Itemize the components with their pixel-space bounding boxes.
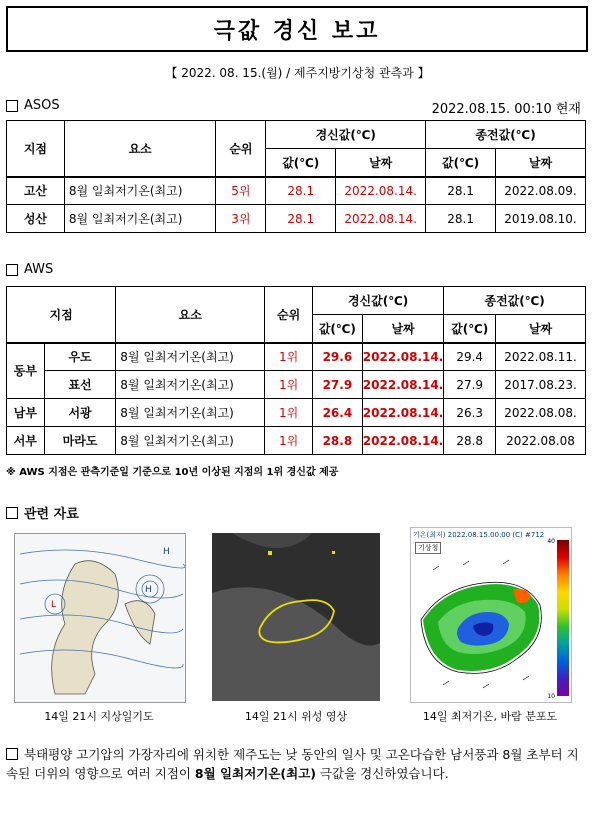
station-cell: 표선 [44, 371, 116, 399]
summary-paragraph [6, 745, 586, 783]
new-date-cell: 2022.08.14. [362, 399, 443, 427]
rank-cell: 5위 [216, 177, 266, 205]
old-date-cell: 2022.08.08. [496, 399, 586, 427]
asos-header-old-date: 날짜 [495, 149, 585, 177]
color-scale-bar [557, 540, 569, 696]
old-value-cell: 27.9 [444, 371, 496, 399]
old-date-cell: 2022.08.09. [495, 177, 585, 205]
new-date-cell: 2022.08.14. [336, 177, 426, 205]
new-value-cell: 28.1 [266, 205, 336, 233]
report-subtitle: 【 2022. 08. 15.(월) / 제주지방기상청 관측과 】 [165, 66, 430, 80]
aws-header-station: 지점 [7, 287, 116, 343]
asos-header-rank: 순위 [216, 121, 266, 177]
report-title: 극값 경신 보고 [6, 6, 588, 52]
aws-header-old-value: 값(℃) [444, 315, 496, 343]
square-bullet-icon [6, 100, 18, 112]
table-row [7, 399, 586, 427]
satellite-image [212, 533, 380, 701]
svg-text:H: H [145, 585, 152, 595]
new-value-cell: 28.1 [266, 177, 336, 205]
old-value-cell: 28.8 [444, 427, 496, 455]
asos-header-element: 요소 [64, 121, 216, 177]
old-value-cell: 26.3 [444, 399, 496, 427]
aws-header-element: 요소 [116, 287, 265, 343]
element-cell: 8월 일최저기온(최고) [64, 177, 216, 205]
station-cell: 서광 [44, 399, 116, 427]
new-date-cell: 2022.08.14. [336, 205, 426, 233]
svg-text:L: L [51, 600, 57, 610]
new-value-cell: 28.8 [312, 427, 362, 455]
asos-header-old: 종전값(℃) [426, 121, 586, 149]
aws-header-new-value: 값(℃) [312, 315, 362, 343]
new-value-cell: 27.9 [312, 371, 362, 399]
table-row [7, 205, 586, 233]
old-value-cell: 29.4 [444, 343, 496, 371]
asos-section-label: ASOS [24, 98, 60, 113]
satellite-image-graphic [212, 533, 380, 701]
new-date-cell: 2022.08.14. [362, 371, 443, 399]
station-cell: 우도 [44, 343, 116, 371]
asos-header-new: 경신값(℃) [266, 121, 426, 149]
surface-weather-map [14, 533, 186, 703]
temperature-map-graphic [413, 550, 553, 700]
region-cell: 서부 [7, 427, 45, 455]
old-date-cell: 2022.08.08 [496, 427, 586, 455]
svg-text:H: H [163, 547, 170, 557]
new-value-cell: 29.6 [312, 343, 362, 371]
aws-header-rank: 순위 [265, 287, 313, 343]
asos-section-header [6, 98, 60, 113]
table-row [7, 343, 586, 371]
related-section-header [6, 503, 79, 522]
table-row [7, 177, 586, 205]
asos-timestamp: 2022.08.15. 00:10 현재 [431, 102, 581, 117]
region-cell: 남부 [7, 399, 45, 427]
station-cell: 성산 [7, 205, 65, 233]
station-cell: 고산 [7, 177, 65, 205]
square-bullet-icon [6, 264, 18, 276]
summary-text-bold: 8월 일최저기온(최고) [194, 766, 316, 781]
asos-header-new-date: 날짜 [336, 149, 426, 177]
summary-text-before: 북태평양 고기압의 가장자리에 위치한 제주도는 낮 동안의 일사 및 고온다습한 남서풍과 8월 초부터 지속된 더위의 영향으로 여러 지점이 [6, 747, 579, 781]
scale-top-label: 40 [547, 538, 555, 545]
asos-header-old-value: 값(℃) [426, 149, 496, 177]
aws-table [6, 286, 586, 455]
element-cell: 8월 일최저기온(최고) [116, 427, 265, 455]
square-bullet-icon [6, 507, 18, 519]
table-row [7, 427, 586, 455]
summary-text-after: 극값을 경신하였습니다. [316, 766, 449, 781]
figure-caption: 14일 21시 위성 영상 [244, 710, 348, 723]
old-date-cell: 2019.08.10. [495, 205, 585, 233]
station-cell: 마라도 [44, 427, 116, 455]
rank-cell: 1위 [265, 399, 313, 427]
figure-caption: 14일 21시 지상일기도 [44, 710, 154, 723]
element-cell: 8월 일최저기온(최고) [116, 371, 265, 399]
map-header: 기온(최저) 2022.08.15.00:00 (C) #712 [413, 531, 545, 539]
min-temperature-map [410, 527, 572, 703]
rank-cell: 1위 [265, 343, 313, 371]
old-value-cell: 28.1 [426, 177, 496, 205]
square-bullet-icon [6, 748, 18, 760]
related-section-label: 관련 자료 [24, 507, 79, 522]
asos-header-station: 지점 [7, 121, 65, 177]
old-date-cell: 2022.08.11. [496, 343, 586, 371]
element-cell: 8월 일최저기온(최고) [116, 343, 265, 371]
new-value-cell: 26.4 [312, 399, 362, 427]
new-date-cell: 2022.08.14. [362, 427, 443, 455]
aws-header-old: 종전값(℃) [444, 287, 586, 315]
new-date-cell: 2022.08.14. [362, 343, 443, 371]
aws-header-new-date: 날짜 [362, 315, 443, 343]
kma-badge: 기상청 [415, 542, 441, 554]
rank-cell: 1위 [265, 371, 313, 399]
old-date-cell: 2017.08.23. [496, 371, 586, 399]
old-value-cell: 28.1 [426, 205, 496, 233]
table-row [7, 371, 586, 399]
asos-table [6, 120, 586, 233]
surface-weather-map-graphic [15, 534, 185, 702]
rank-cell: 3위 [216, 205, 266, 233]
asos-header-new-value: 값(℃) [266, 149, 336, 177]
element-cell: 8월 일최저기온(최고) [64, 205, 216, 233]
element-cell: 8월 일최저기온(최고) [116, 399, 265, 427]
aws-section-label: AWS [24, 262, 54, 277]
rank-cell: 1위 [265, 427, 313, 455]
aws-header-new: 경신값(℃) [312, 287, 443, 315]
aws-header-old-date: 날짜 [496, 315, 586, 343]
scale-bottom-label: 10 [547, 693, 555, 700]
aws-section-header [6, 262, 53, 277]
region-cell: 동부 [7, 343, 45, 399]
figure-caption: 14일 최저기온, 바람 분포도 [422, 710, 558, 723]
aws-note: ※ AWS 지점은 관측기준일 기준으로 10년 이상된 지점의 1위 경신값 제공 [6, 467, 339, 478]
